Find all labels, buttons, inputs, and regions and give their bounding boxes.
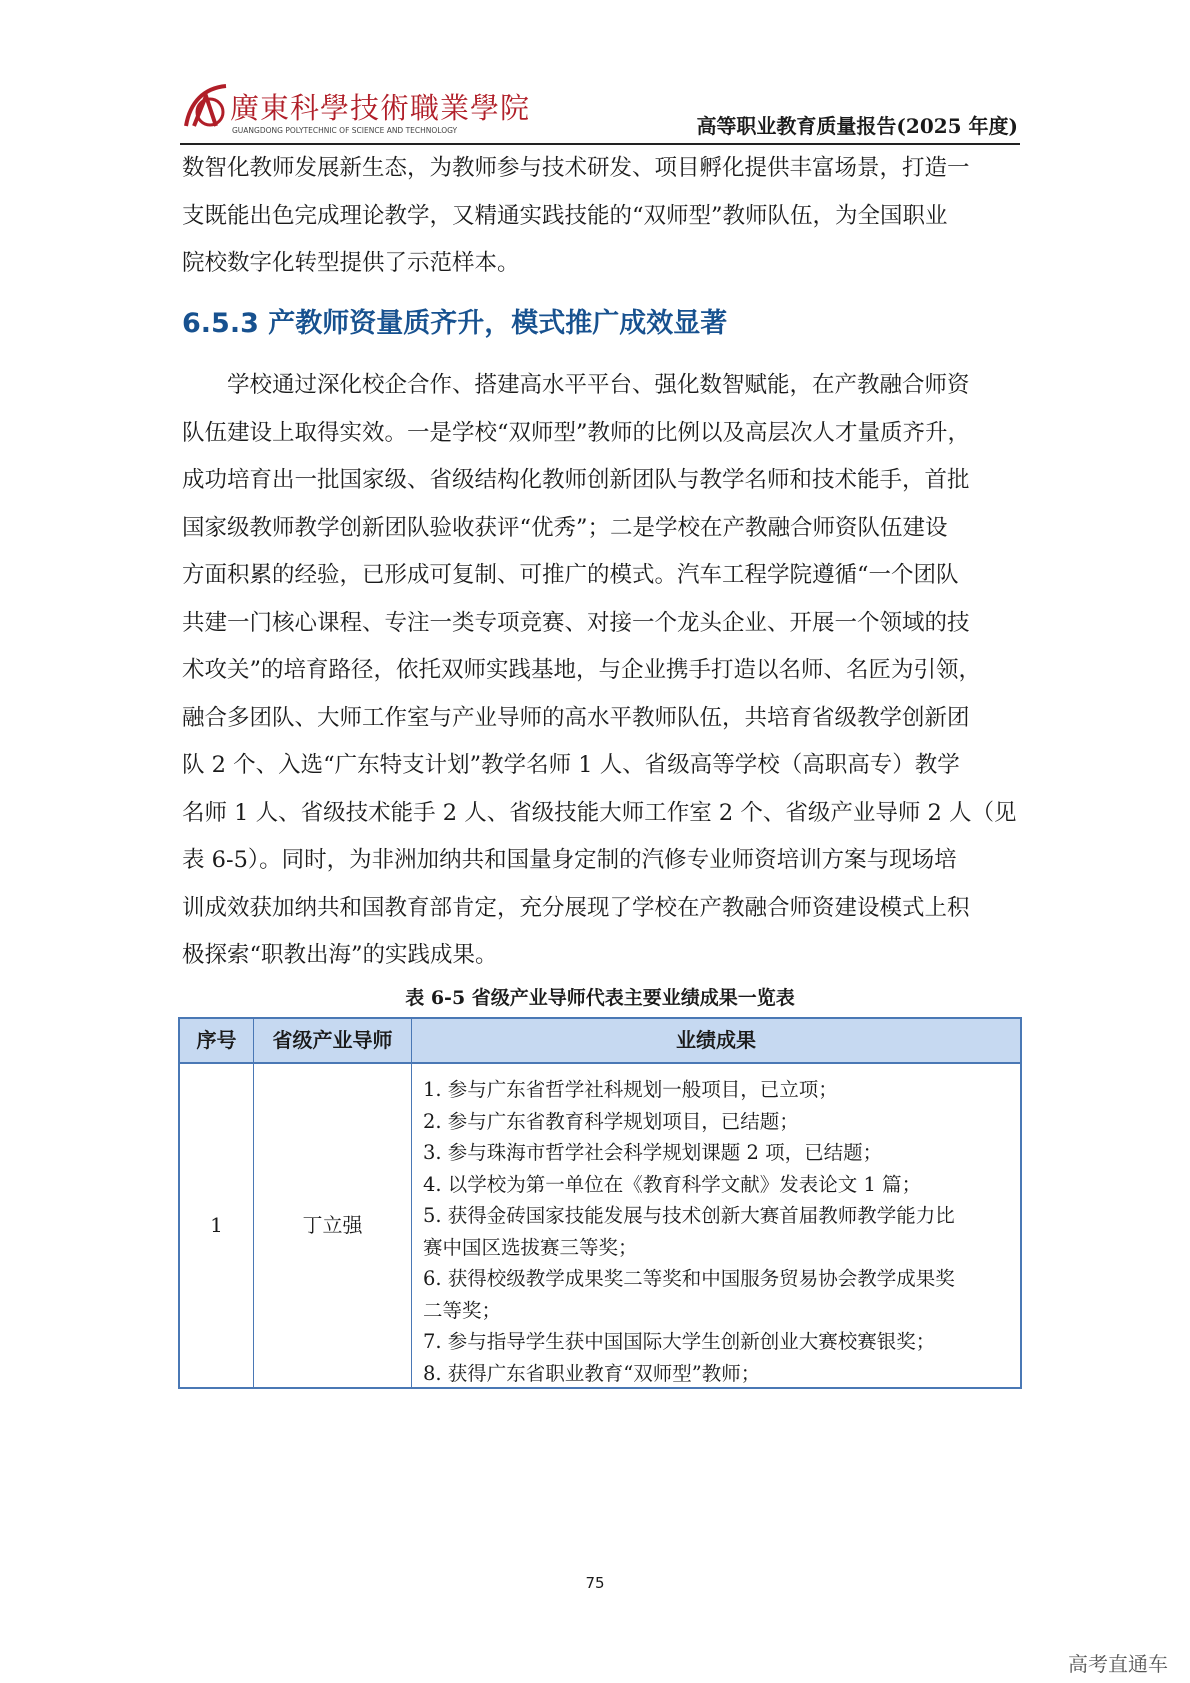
achievement-line: 2. 参与广东省教育科学规划项目，已结题； xyxy=(423,1109,799,1133)
column-header-mentor: 省级产业导师 xyxy=(254,1019,412,1062)
school-logo xyxy=(180,82,531,140)
cell-index: 1 xyxy=(180,1064,254,1387)
page-header xyxy=(180,76,1020,144)
text-line: 院校数字化转型提供了示范样本。 xyxy=(182,250,520,276)
text-line: 成功培育出一批国家级、省级结构化教师创新团队与教学名师和技术能手，首批 xyxy=(182,467,970,493)
achievement-line: 5. 获得金砖国家技能发展与技术创新大赛首届教师教学能力比 xyxy=(423,1204,955,1227)
achievement-list xyxy=(423,1074,1008,1389)
text-line: 队伍建设上取得实效。一是学校“双师型”教师的比例以及高层次人才量质齐升， xyxy=(182,419,971,446)
text-line: 极探索“职教出海”的实践成果。 xyxy=(182,942,498,968)
school-name-cn: 廣東科學技術職業學院 xyxy=(230,91,531,125)
text-line: 共建一门核心课程、专注一类专项竞赛、对接一个龙头企业、开展一个领域的技 xyxy=(182,609,970,636)
achievement-line: 3. 参与珠海市哲学社会科学规划课题 2 项，已结题； xyxy=(423,1141,883,1164)
page-number: 75 xyxy=(585,1574,605,1592)
column-header-achievements: 业绩成果 xyxy=(676,1028,756,1052)
achievement-line: 赛中国区选拔赛三等奖； xyxy=(423,1235,638,1259)
achievement-line: 二等奖； xyxy=(423,1298,502,1322)
achievement-line: 6. 获得校级教学成果奖二等奖和中国服务贸易协会教学成果奖 xyxy=(423,1267,955,1290)
section-heading: 6.5.3 产教师资量质齐升，模式推广成效显著 xyxy=(182,308,728,339)
intro-paragraph xyxy=(182,145,1018,288)
table-row xyxy=(180,1064,1020,1387)
text-line: 术攻关”的培育路径，依托双师实践基地，与企业携手打造以名师、名匠为引领， xyxy=(182,657,982,683)
achievements-table xyxy=(178,1017,1022,1389)
text-line: 表 6-5）。同时，为非洲加纳共和国量身定制的汽修专业师资培训方案与现场培 xyxy=(182,847,957,873)
section-paragraph xyxy=(182,362,1018,980)
column-header-index: 序号 xyxy=(180,1019,254,1062)
school-name-en: GUANGDONG POLYTECHNIC OF SCIENCE AND TECHNOLOGY xyxy=(232,126,458,135)
text-line: 融合多团队、大师工作室与产业导师的高水平教师队伍，共培育省级教学创新团 xyxy=(182,704,970,731)
cell-mentor: 丁立强 xyxy=(254,1064,412,1387)
achievement-line: 4. 以学校为第一单位在《教育科学文献》发表论文 1 篇； xyxy=(423,1172,922,1196)
text-line: 支既能出色完成理论教学，又精通实践技能的“双师型”教师队伍，为全国职业 xyxy=(182,202,948,229)
text-line: 数智化教师发展新生态，为教师参与技术研发、项目孵化提供丰富场景，打造一 xyxy=(182,155,970,181)
school-emblem-icon xyxy=(180,82,232,132)
achievement-line: 1. 参与广东省哲学社科规划一般项目，已立项； xyxy=(423,1078,838,1101)
watermark: 高考直通车 xyxy=(1068,1652,1168,1676)
table-caption: 表 6-5 省级产业导师代表主要业绩成果一览表 xyxy=(405,987,795,1009)
text-line: 队 2 个、入选“广东特支计划”教学名师 1 人、省级高等学校（高职高专）教学 xyxy=(182,752,960,778)
report-title: 高等职业教育质量报告(2025 年度) xyxy=(696,114,1018,138)
table-header-row xyxy=(180,1019,1020,1064)
achievement-line: 8. 获得广东省职业教育“双师型”教师； xyxy=(423,1361,761,1385)
text-line: 方面积累的经验，已形成可复制、可推广的模式。汽车工程学院遵循“一个团队 xyxy=(182,562,959,588)
text-line: 名师 1 人、省级技术能手 2 人、省级技能大师工作室 2 个、省级产业导师 2 人（见 xyxy=(182,799,1017,826)
text-line: 国家级教师教学创新团队验收获评“优秀”；二是学校在产教融合师资队伍建设 xyxy=(182,514,948,541)
text-line: 学校通过深化校企合作、搭建高水平平台、强化数智赋能，在产教融合师资 xyxy=(182,372,970,398)
text-line: 训成效获加纳共和国教育部肯定，充分展现了学校在产教融合师资建设模式上积 xyxy=(182,894,970,921)
achievement-line: 7. 参与指导学生获中国国际大学生创新创业大赛校赛银奖； xyxy=(423,1330,936,1353)
cell-achievements xyxy=(412,1064,1020,1387)
